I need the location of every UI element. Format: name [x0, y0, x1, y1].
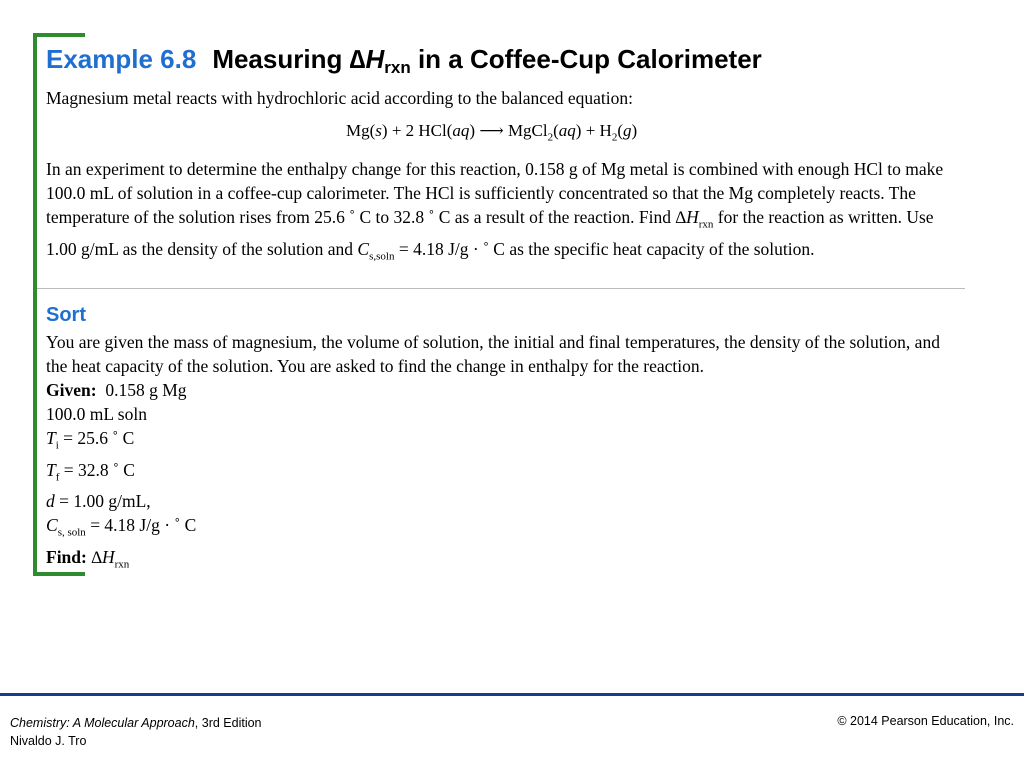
eq-h2: ) + H: [575, 121, 612, 140]
footer-copyright: © 2014 Pearson Education, Inc.: [837, 714, 1014, 728]
c-sub: s, soln: [57, 526, 86, 539]
sort-body: You are given the mass of magnesium, the volume of solution, the initial and final temperatures, the density of the solution, and the heat capacity of the solution. You are asked to find the change in enthalpy for the reaction.: [46, 332, 940, 376]
tf-value: = 32.8 ˚ C: [59, 459, 135, 480]
problem-text-2: for the reaction as written. Use 1.00 g/mL as the density of the solution and: [46, 207, 934, 259]
footer-book-line: [10, 714, 262, 732]
d-value: = 1.00 g/mL,: [54, 491, 151, 511]
problem-text-3: = 4.18 J/g · ˚ C as the specific heat capacity of the solution.: [394, 238, 815, 259]
find-delta: ∆: [86, 546, 102, 567]
problem-h: H: [686, 207, 699, 227]
find-sub: rxn: [114, 558, 130, 570]
given-line-mass: [46, 378, 196, 402]
title-text-before: Measuring ∆: [212, 44, 366, 74]
title-h-symbol: H: [365, 44, 385, 74]
frame-bracket-top: [33, 33, 85, 37]
eq-state-aq1: aq: [452, 121, 470, 140]
footer-book-title: Chemistry: A Molecular Approach: [10, 716, 195, 730]
given-line-density: [46, 489, 196, 513]
footer-citation: [10, 714, 262, 750]
c-value: = 4.18 J/g · ˚ C: [85, 515, 197, 535]
find-label: Find:: [46, 546, 87, 567]
problem-c: C: [357, 238, 370, 259]
eq-paren2: (: [617, 121, 623, 140]
given-line-volume: 100.0 mL soln: [46, 404, 147, 424]
find-h: H: [101, 546, 115, 567]
eq-state-s: s: [375, 121, 382, 140]
problem-delta: ∆: [675, 207, 687, 227]
footer-author: Nivaldo J. Tro: [10, 734, 87, 748]
given-list: [46, 378, 196, 576]
given-label: Given:: [46, 380, 97, 400]
intro-text: Magnesium metal reacts with hydrochloric acid according to the balanced equation:: [46, 88, 634, 108]
eq-state-aq2: aq: [558, 121, 576, 140]
problem-c-sub: s,soln: [369, 250, 395, 262]
problem-text-1: In an experiment to determine the enthalpy change for this reaction, 0.158 g of Mg metal is combined with enough HCl to make 100.0 mL of solution in a coffee-cup calorimeter. The HCl is sufficiently concentrated so that the Mg completely reacts. The temperature of the solution rises from 25.6 ˚ C to 32.8 ˚ C as a result of the reaction. Find: [46, 159, 944, 227]
frame-bracket-vertical: [33, 33, 37, 576]
tf-symbol: T: [46, 459, 56, 480]
given-line-tf: [46, 458, 196, 490]
given-line-heat-capacity: [46, 513, 196, 545]
eq-sub-2b: 2: [611, 131, 618, 144]
eq-paren: (: [553, 121, 559, 140]
c-symbol: C: [46, 515, 58, 535]
problem-rxn: rxn: [698, 218, 714, 231]
eq-mg: Mg(: [346, 121, 376, 140]
d-symbol: d: [46, 491, 55, 511]
tf-sub: f: [55, 471, 60, 483]
ti-symbol: T: [46, 428, 56, 448]
eq-sub-2: 2: [547, 131, 554, 144]
slide-title: [46, 44, 762, 78]
given-mass: 0.158 g Mg: [96, 380, 187, 400]
footer-rule: [0, 693, 1024, 696]
title-text-after: in a Coffee-Cup Calorimeter: [410, 44, 762, 74]
balanced-equation: [346, 121, 637, 143]
sort-heading: Sort: [46, 304, 86, 326]
title-subscript: rxn: [384, 58, 411, 77]
section-divider: [37, 288, 965, 289]
ti-value: = 25.6 ˚ C: [58, 428, 135, 448]
find-line: [46, 545, 196, 577]
ti-sub: i: [55, 439, 59, 452]
example-label: Example 6.8: [46, 44, 197, 74]
eq-close: ): [631, 121, 638, 140]
given-line-ti: [46, 426, 196, 458]
footer-edition: , 3rd Edition: [194, 716, 262, 730]
problem-statement: [46, 157, 966, 268]
eq-state-g: g: [623, 121, 632, 140]
eq-arrow-mgcl: ) ⟶ MgCl: [469, 121, 548, 140]
eq-hcl: ) + 2 HCl(: [381, 121, 453, 140]
